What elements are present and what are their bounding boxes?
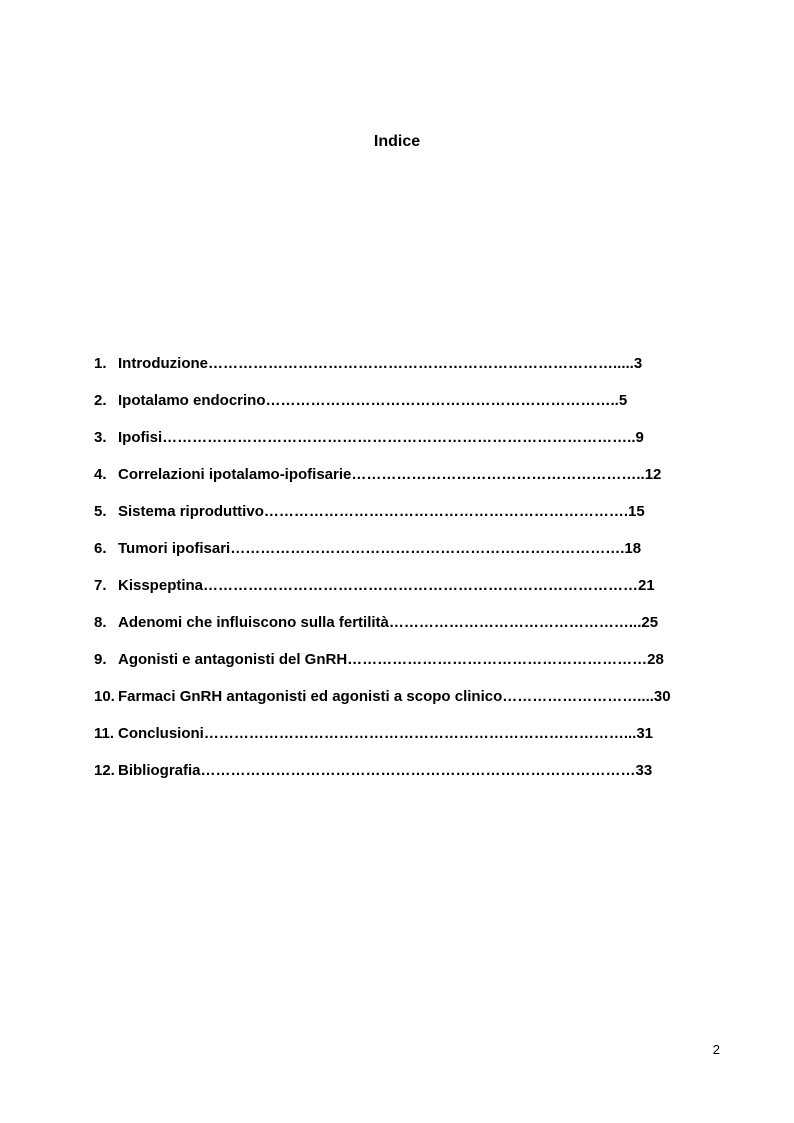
toc-entry-bibliografia	[0, 761, 794, 798]
toc-entry-number: 12.	[94, 762, 115, 779]
toc-entry-text: Correlazioni ipotalamo-ipofisarie…………………………………………………..12	[118, 466, 662, 483]
toc-entry-introduzione	[0, 354, 794, 391]
toc-entry-text: Ipotalamo endocrino……………………………………………………………..5	[118, 392, 628, 409]
page-title: Indice	[373, 133, 421, 150]
table-of-contents	[0, 354, 794, 798]
toc-entry-ipotalamo-endocrino	[0, 391, 794, 428]
toc-entry-farmaci-gnrh	[0, 687, 794, 724]
toc-entry-number: 6.	[94, 540, 107, 557]
toc-entry-text: Kisspeptina……………………………………………………………………………21	[118, 577, 655, 594]
toc-entry-number: 2.	[94, 392, 107, 409]
toc-entry-agonisti-antagonisti	[0, 650, 794, 687]
toc-entry-text: Sistema riproduttivo……………………………………………………………….15	[118, 503, 645, 520]
toc-entry-number: 3.	[94, 429, 107, 446]
toc-entry-text: Bibliografia……………………………………………………………………………33	[118, 762, 653, 779]
toc-entry-ipofisi	[0, 428, 794, 465]
toc-entry-number: 1.	[94, 355, 107, 372]
toc-entry-adenomi	[0, 613, 794, 650]
toc-entry-kisspeptina	[0, 576, 794, 613]
toc-entry-sistema-riproduttivo	[0, 502, 794, 539]
toc-entry-text: Introduzione……………………………………………………………………….....3	[118, 355, 643, 372]
toc-entry-text: Ipofisi…………………………………………………………………………………..9	[118, 429, 644, 446]
toc-entry-number: 4.	[94, 466, 107, 483]
toc-entry-text: Tumori ipofisari…………………………………………………………………….18	[118, 540, 642, 557]
toc-entry-text: Farmaci GnRH antagonisti ed agonisti a scopo clinico………………………....30	[118, 688, 671, 705]
toc-entry-number: 9.	[94, 651, 107, 668]
toc-entry-number: 10.	[94, 688, 115, 705]
toc-entry-correlazioni	[0, 465, 794, 502]
toc-entry-text: Conclusioni…………………………………………………………………………...31	[118, 725, 654, 742]
toc-entry-text: Adenomi che influiscono sulla fertilità…………………………………………...25	[118, 614, 659, 631]
toc-entry-number: 5.	[94, 503, 107, 520]
toc-entry-conclusioni	[0, 724, 794, 761]
toc-entry-number: 8.	[94, 614, 107, 631]
toc-entry-tumori-ipofisari	[0, 539, 794, 576]
toc-entry-text: Agonisti e antagonisti del GnRH……………………………………………………28	[118, 651, 664, 668]
toc-entry-number: 7.	[94, 577, 107, 594]
page-number: 2	[712, 1042, 720, 1057]
toc-entry-number: 11.	[94, 725, 115, 742]
